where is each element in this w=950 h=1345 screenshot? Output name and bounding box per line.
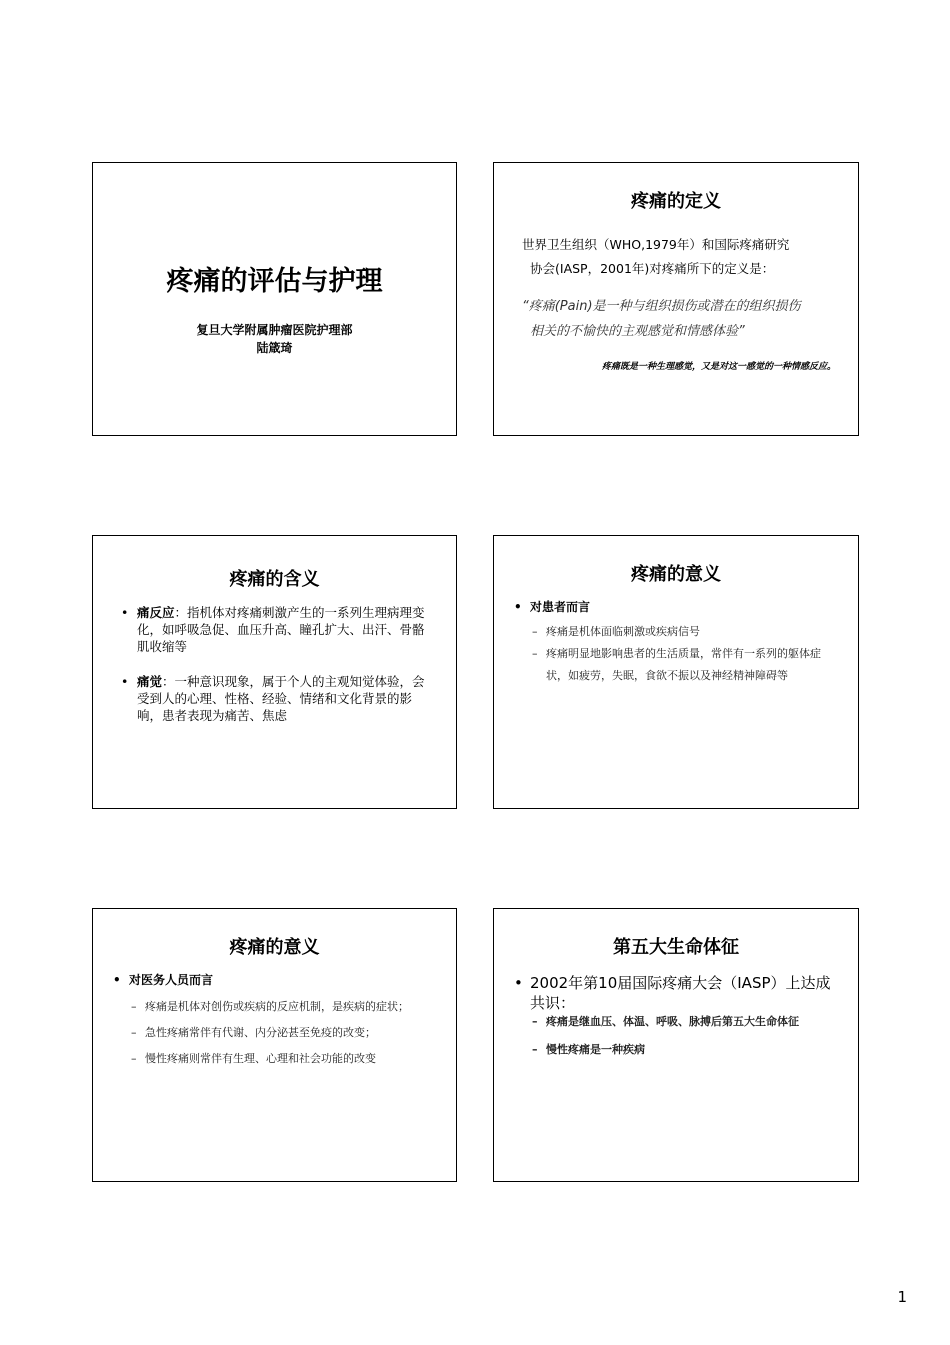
sub-item-text: 慢性疼痛则常伴有生理、心理和社会功能的改变 <box>145 1052 376 1065</box>
item-text: ：指机体对疼痛刺激产生的一系列生理病理变化，如呼吸急促、血压升高、瞳孔扩大、出汗、骨骼肌收缩等 <box>137 605 425 654</box>
definition-intro <box>522 233 838 281</box>
slide-definition <box>493 162 859 436</box>
bullet-marker: • <box>121 605 129 620</box>
author-name: 陆箴琦 <box>256 341 293 355</box>
slide-heading: 疼痛的意义 <box>631 564 721 585</box>
bullet-marker: • <box>113 973 121 987</box>
sub-item-text: 慢性疼痛是一种疾病 <box>546 1043 645 1056</box>
list-item <box>113 972 442 989</box>
slide-heading: 疼痛的含义 <box>229 569 320 590</box>
intro-line: 协会(IASP，2001年)对疼痛所下的定义是： <box>530 261 775 276</box>
sub-item-text: 疼痛是机体面临刺激或疾病信号 <box>546 625 700 638</box>
bullet-list <box>514 973 836 1059</box>
sub-item <box>532 643 836 687</box>
slide-heading: 疼痛的定义 <box>631 191 721 212</box>
dash-marker: – <box>532 647 538 660</box>
list-item <box>121 673 432 724</box>
affiliation: 复旦大学附属肿瘤医院护理部 <box>196 323 353 337</box>
item-term: 痛觉 <box>137 674 163 689</box>
bullet-list <box>121 604 432 724</box>
bullet-marker: • <box>514 974 523 992</box>
sub-item-text: 急性疼痛常伴有代谢、内分泌甚至免疫的改变； <box>145 1026 376 1039</box>
item-term: 痛反应 <box>137 605 175 620</box>
definition-note: 疼痛既是一种生理感觉，又是对这一感觉的一种情感反应。 <box>601 362 836 372</box>
dash-marker: – <box>532 1015 538 1028</box>
bullet-list <box>514 599 836 687</box>
bullet-marker: • <box>514 600 522 614</box>
slide-title <box>92 162 457 436</box>
item-text: 2002年第10届国际疼痛大会（IASP）上达成共识： <box>530 974 831 1012</box>
dash-marker: – <box>532 625 538 638</box>
bullet-marker: • <box>121 674 129 689</box>
sub-item <box>131 1020 442 1046</box>
page-number: 1 <box>897 1288 907 1306</box>
list-item <box>514 599 836 616</box>
sub-item <box>131 994 442 1020</box>
sub-item <box>532 621 836 643</box>
slide-heading: 疼痛的意义 <box>229 937 320 958</box>
sub-item-text: 疼痛明显地影响患者的生活质量，常伴有一系列的躯体症状，如疲劳，失眠，食欲不振以及神经精神障碍等 <box>546 647 821 682</box>
lead-text: 对患者而言 <box>530 600 591 614</box>
intro-line: 世界卫生组织（WHO,1979年）和国际疼痛研究 <box>522 237 790 252</box>
bullet-list <box>113 972 442 1072</box>
slide-heading: 第五大生命体征 <box>613 937 739 958</box>
slide-fifth-vital-sign <box>493 908 859 1182</box>
quote-line: “疼痛(Pain)是一种与组织损伤或潜在的组织损伤 <box>522 299 801 314</box>
presentation-title: 疼痛的评估与护理 <box>166 266 383 297</box>
dash-marker: – <box>131 1000 137 1013</box>
slide-significance-staff <box>92 908 457 1182</box>
quote-line: 相关的不愉快的主观感觉和情感体验” <box>530 324 745 339</box>
sub-item <box>131 1046 442 1072</box>
dash-marker: – <box>532 1043 538 1056</box>
sub-item-text: 疼痛是继血压、体温、呼吸、脉搏后第五大生命体征 <box>546 1015 799 1028</box>
list-item <box>121 604 432 655</box>
list-item <box>514 973 836 1013</box>
author-block <box>93 321 456 357</box>
slide-significance-patients <box>493 535 859 809</box>
sub-item-text: 疼痛是机体对创伤或疾病的反应机制，是疾病的症状； <box>145 1000 409 1013</box>
item-text: ：一种意识现象，属于个人的主观知觉体验，会受到人的心理、性格、经验、情绪和文化背景的影响，患者表现为痛苦、焦虑 <box>137 674 425 723</box>
sub-item <box>532 1013 836 1031</box>
lead-text: 对医务人员而言 <box>129 973 214 987</box>
definition-quote <box>522 294 844 344</box>
dash-marker: – <box>131 1026 137 1039</box>
sub-item <box>532 1041 836 1059</box>
dash-marker: – <box>131 1052 137 1065</box>
slide-meaning <box>92 535 457 809</box>
